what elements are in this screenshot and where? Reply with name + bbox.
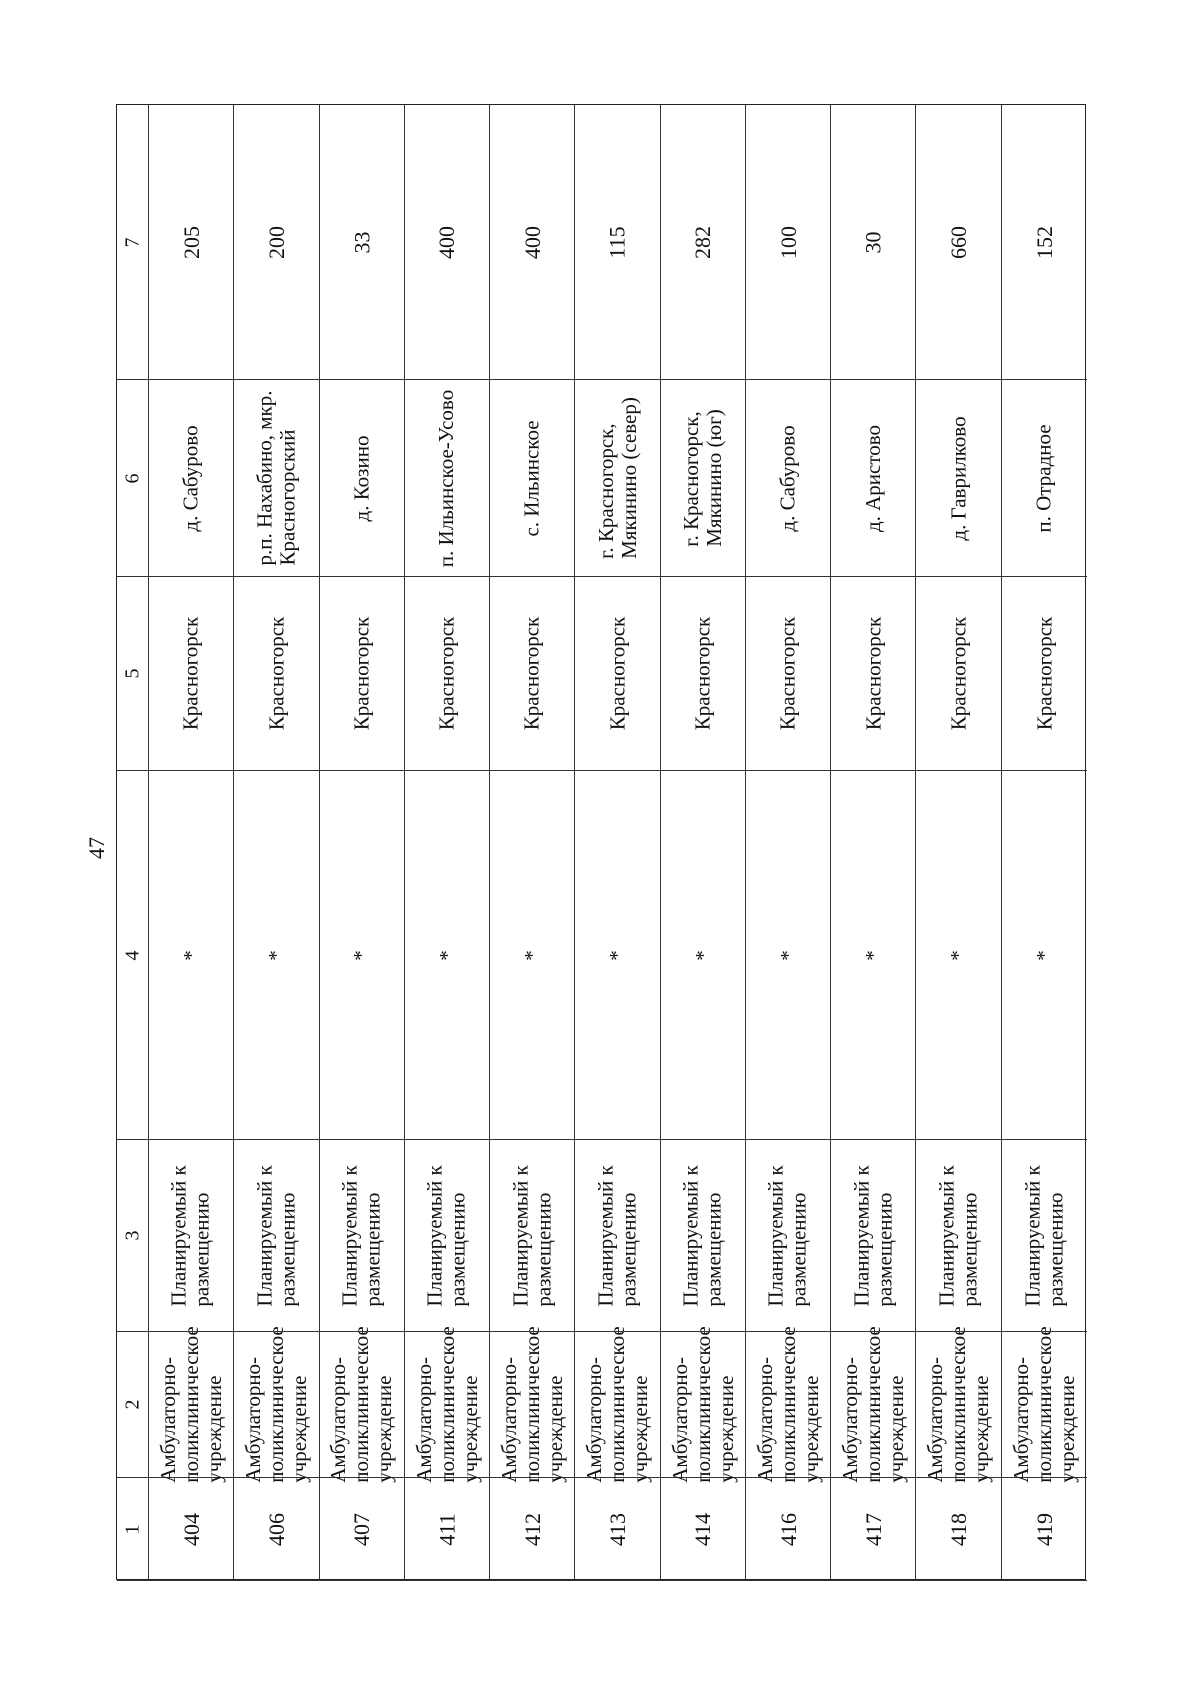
cell-text: Красногорск [349,616,374,731]
cell-line: д. Сабурово [775,424,800,532]
table-cell-mark [490,771,575,1140]
cell-text: 3 [121,1230,143,1241]
table-cell-mark [831,771,916,1140]
table-cell-capacity [320,105,405,380]
cell-text [583,1326,652,1483]
table-cell-mark [916,771,1001,1140]
page-number: 47 [84,837,109,859]
table-cell-municipality [746,577,831,771]
cell-line: д. Гаврилково [946,415,971,541]
cell-text [947,416,970,540]
table-cell-row-number [746,1478,831,1581]
table-cell-status [916,1140,1001,1332]
cell-text: 417 [860,1512,886,1546]
cell-line: Амбулаторно- [667,1356,692,1483]
cell-line: Мякинино (юг) [701,409,726,547]
cell-text [1010,1326,1079,1483]
cell-line: Амбулаторно- [326,1356,351,1483]
cell-line: поликлиническое [1031,1326,1056,1483]
cell-line: учреждение [372,1375,397,1483]
cell-text: 400 [519,225,545,259]
column-header [117,577,149,771]
table-cell-mark [320,771,405,1140]
table-cell-capacity [661,105,746,380]
cell-line: поликлиническое [263,1326,288,1483]
cell-text: 404 [178,1512,204,1546]
cell-line: поликлиническое [349,1326,374,1483]
table-cell-mark [1002,771,1087,1140]
cell-line: поликлиническое [519,1326,544,1483]
column-header [117,771,149,1140]
cell-text: 6 [121,473,143,483]
cell-line: Планируемый к [167,1164,192,1307]
cell-text: Красногорск [519,616,544,731]
cell-text: 7 [121,237,143,247]
cell-text [253,1165,299,1306]
cell-text [850,1165,896,1306]
column-header [117,105,149,380]
table-cell-mark [661,771,746,1140]
cell-text: * [178,949,203,961]
cell-line: Амбулаторно- [1008,1356,1033,1483]
table-cell-status [575,1140,660,1332]
table-cell-mark [405,771,490,1140]
cell-text: 30 [860,231,886,253]
cell-text: Красногорск [1031,616,1056,731]
table-cell-capacity [746,105,831,380]
table-cell-municipality [234,577,319,771]
table-cell-location [320,380,405,577]
cell-line: п. Отрадное [1031,423,1056,533]
table-cell-location [405,380,490,577]
table-cell-mark [575,771,660,1140]
cell-line: Амбулаторно- [496,1356,521,1483]
cell-text [595,1165,641,1306]
cell-text: * [946,949,971,961]
table-cell-mark [149,771,234,1140]
cell-text: 205 [178,225,204,259]
cell-line: поликлиническое [946,1326,971,1483]
cell-text [339,1165,385,1306]
cell-line: Планируемый к [764,1164,789,1307]
table-cell-location [831,380,916,577]
cell-line: Планируемый к [934,1164,959,1307]
cell-text: * [604,949,629,961]
table-cell-municipality [405,577,490,771]
cell-line: учреждение [286,1375,311,1483]
table-cell-municipality [661,577,746,771]
cell-text: Красногорск [775,616,800,731]
table-cell-capacity [490,105,575,380]
table-cell-facility-type [1002,1326,1087,1483]
cell-text: 407 [349,1512,375,1546]
table-cell-capacity [1002,105,1087,380]
cell-line: учреждение [1054,1375,1079,1483]
cell-line: размещению [701,1192,726,1307]
cell-text: 412 [519,1512,545,1546]
table-cell-location [661,380,746,577]
cell-line: учреждение [969,1375,994,1483]
table-cell-capacity [405,105,490,380]
cell-line: размещению [1043,1192,1068,1307]
table-cell-status [320,1140,405,1332]
table-cell-location [1002,380,1087,577]
cell-line: размещению [275,1192,300,1307]
table-cell-municipality [1002,577,1087,771]
table-cell-row-number [234,1478,319,1581]
table-cell-facility-type [831,1326,916,1483]
cell-text: * [519,949,544,961]
cell-text [180,425,203,531]
column-header [117,1332,149,1478]
cell-text: 282 [690,225,716,259]
cell-line: д. Козино [349,435,374,521]
column-header [117,380,149,577]
table-cell-capacity [575,105,660,380]
table-cell-municipality [831,577,916,771]
cell-line: Амбулаторно- [240,1356,265,1483]
table-cell-row-number [320,1478,405,1581]
table-cell-status [1002,1140,1087,1332]
cell-text: 416 [775,1512,801,1546]
cell-line: Планируемый к [1020,1164,1045,1307]
table-cell-location [234,380,319,577]
table-cell-capacity [831,105,916,380]
cell-text [936,1165,982,1306]
table-cell-facility-type [746,1326,831,1483]
cell-line: Планируемый к [337,1164,362,1307]
table-cell-facility-type [490,1326,575,1483]
cell-text: Красногорск [860,616,885,731]
cell-line: п. Ильинское-Усово [434,389,459,567]
table-cell-facility-type [661,1326,746,1483]
table-cell-capacity [234,105,319,380]
cell-text [509,1165,555,1306]
cell-line: учреждение [542,1375,567,1483]
cell-line: Планируемый к [678,1164,703,1307]
cell-text [862,424,885,531]
cell-text [595,397,641,559]
cell-text: Красногорск [690,616,715,731]
page-number-container [82,828,112,868]
cell-text [777,425,800,531]
cell-line: Амбулаторно- [155,1356,180,1483]
table-cell-row-number [661,1478,746,1581]
cell-text [168,1165,214,1306]
table-cell-status [149,1140,234,1332]
cell-text: 152 [1031,225,1057,259]
table-cell-municipality [149,577,234,771]
cell-text: 5 [121,668,143,679]
cell-text: * [263,949,288,961]
column-header [117,1478,149,1581]
cell-text [765,1165,811,1306]
column-header [117,1140,149,1332]
cell-text [350,435,373,521]
table-cell-mark [746,771,831,1140]
cell-line: р.п. Нахабино, мкр. [252,390,277,566]
cell-line: Планируемый к [593,1164,618,1307]
cell-text [680,409,726,547]
table-cell-row-number [831,1478,916,1581]
table-cell-facility-type [916,1326,1001,1483]
cell-text: Красногорск [263,616,288,731]
cell-line: учреждение [713,1375,738,1483]
table-cell-row-number [1002,1478,1087,1581]
cell-line: Амбулаторно- [581,1356,606,1483]
cell-line: Амбулаторно- [837,1356,862,1483]
table-cell-municipality [490,577,575,771]
cell-text: Красногорск [434,616,459,731]
cell-line: учреждение [457,1375,482,1483]
cell-text: Красногорск [946,616,971,731]
cell-text: Красногорск [604,616,629,731]
cell-text: 200 [263,225,289,259]
table-cell-location [575,380,660,577]
cell-text [498,1326,567,1483]
cell-text [412,1326,481,1483]
cell-text [1033,424,1056,532]
table-cell-status [661,1140,746,1332]
cell-text: * [690,949,715,961]
cell-text: 406 [263,1512,289,1546]
cell-line: Амбулаторно- [752,1356,777,1483]
cell-line: г. Красногорск, [678,411,703,547]
cell-line: учреждение [201,1375,226,1483]
cell-text [521,420,544,536]
cell-line: Планируемый к [508,1164,533,1307]
table-cell-status [746,1140,831,1332]
cell-text [839,1326,908,1483]
cell-line: учреждение [883,1375,908,1483]
cell-line: с. Ильинское [519,419,544,537]
cell-text: * [775,949,800,961]
table-cell-capacity [916,105,1001,380]
cell-text: 411 [434,1512,460,1546]
cell-line: Планируемый к [849,1164,874,1307]
table-cell-status [490,1140,575,1332]
table-cell-location [490,380,575,577]
table-cell-status [234,1140,319,1332]
table-cell-facility-type [405,1326,490,1483]
cell-line: Мякинино (север) [616,397,641,559]
cell-line: д. Аристово [860,424,885,532]
table-cell-facility-type [575,1326,660,1483]
cell-text [253,391,299,566]
cell-text: * [349,949,374,961]
cell-line: размещению [787,1192,812,1307]
cell-text [1021,1165,1067,1306]
table-cell-municipality [916,577,1001,771]
table-cell-row-number [575,1478,660,1581]
cell-text: 414 [690,1512,716,1546]
cell-line: размещению [360,1192,385,1307]
cell-line: учреждение [798,1375,823,1483]
cell-text: 400 [434,225,460,259]
cell-line: г. Красногорск, [593,423,618,559]
cell-text [157,1326,226,1483]
cell-line: поликлиническое [775,1326,800,1483]
cell-line: размещению [445,1192,470,1307]
table-cell-facility-type [234,1326,319,1483]
table-cell-status [831,1140,916,1332]
cell-text: 413 [604,1512,630,1546]
cell-text [680,1165,726,1306]
cell-line: учреждение [627,1375,652,1483]
cell-line: поликлиническое [434,1326,459,1483]
cell-text: 660 [946,225,972,259]
cell-text [924,1326,993,1483]
table-cell-municipality [320,577,405,771]
cell-line: поликлиническое [604,1326,629,1483]
table-cell-row-number [916,1478,1001,1581]
table-cell-capacity [149,105,234,380]
cell-text: Красногорск [178,616,203,731]
table-cell-municipality [575,577,660,771]
table-cell-location [149,380,234,577]
cell-line: Амбулаторно- [923,1356,948,1483]
table-cell-facility-type [149,1326,234,1483]
cell-text: 2 [121,1399,143,1410]
table-cell-status [405,1140,490,1332]
table-cell-row-number [149,1478,234,1581]
table-cell-row-number [405,1478,490,1581]
cell-line: размещению [957,1192,982,1307]
cell-line: Красногорский [275,429,300,566]
cell-text: 1 [121,1524,143,1534]
table-cell-location [916,380,1001,577]
cell-text: * [860,949,885,961]
cell-line: поликлиническое [690,1326,715,1483]
cell-text [242,1326,311,1483]
cell-text: * [1031,949,1056,961]
cell-text: 100 [775,225,801,259]
data-table [116,104,1086,1580]
cell-text [327,1326,396,1483]
cell-text: 115 [604,225,630,259]
cell-text [435,389,458,566]
cell-text: 418 [946,1512,972,1546]
cell-text: 419 [1031,1512,1057,1546]
cell-text: * [434,949,459,961]
cell-line: размещению [531,1192,556,1307]
cell-text: 4 [121,950,143,960]
table-cell-location [746,380,831,577]
table-cell-facility-type [320,1326,405,1483]
cell-text [668,1326,737,1483]
cell-line: Планируемый к [422,1164,447,1307]
cell-line: д. Сабурово [178,424,203,532]
cell-line: размещению [616,1192,641,1307]
table-cell-row-number [490,1478,575,1581]
cell-line: Планируемый к [252,1164,277,1307]
cell-text: 33 [349,231,375,253]
cell-line: поликлиническое [860,1326,885,1483]
cell-line: размещению [190,1192,215,1307]
cell-text [754,1326,823,1483]
cell-line: поликлиническое [178,1326,203,1483]
cell-line: размещению [872,1192,897,1307]
cell-line: Амбулаторно- [411,1356,436,1483]
cell-text [424,1165,470,1306]
table-cell-mark [234,771,319,1140]
